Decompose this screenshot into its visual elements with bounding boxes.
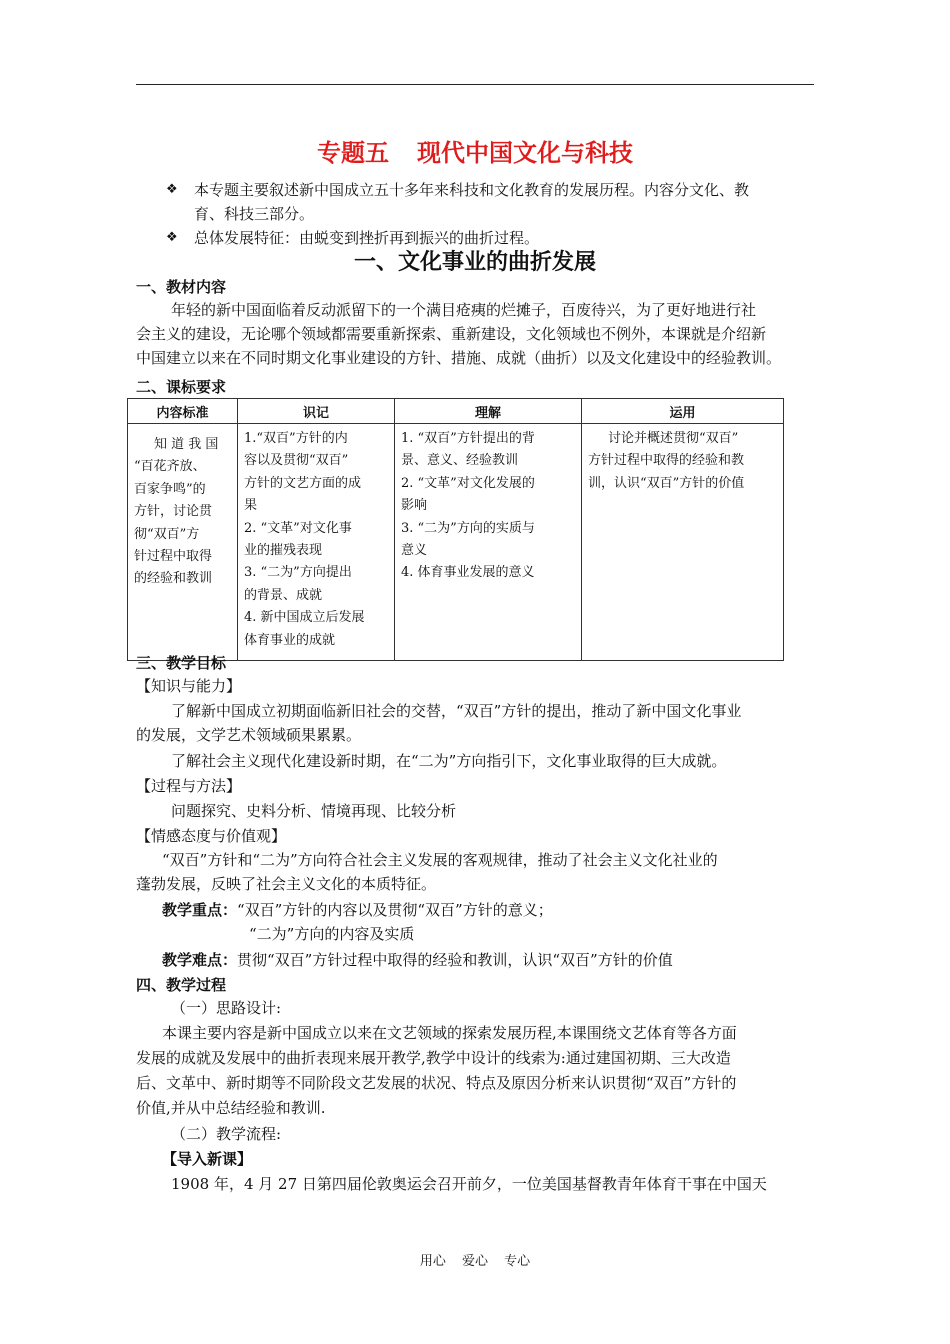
- cell-line: 针过程中取得: [134, 549, 213, 565]
- table-header-cell: 理解: [395, 399, 582, 424]
- key-point-text: “二为”方向的内容及实质: [249, 925, 415, 943]
- table-row: [128, 424, 784, 661]
- table-cell-understand: [395, 424, 582, 661]
- cell-line: 的经验和教训: [134, 571, 213, 587]
- cell-line: 1.“双百”方针的内: [244, 431, 348, 446]
- paragraph-line: 1908 年，4 月 27 日第四届伦敦奥运会召开前夕，一位美国基督教青年体育干事在中国天: [171, 1175, 767, 1193]
- cell-line: 4. 新中国成立后发展: [244, 610, 365, 626]
- title-part-2: 现代中国文化与科技: [417, 138, 633, 167]
- cell-line: 景、意义、经验教训: [401, 453, 519, 469]
- section-heading: 四、教学过程: [136, 976, 227, 994]
- section-heading: 一、教材内容: [136, 278, 227, 296]
- cell-line: 讨论并概述贯彻“双百”: [608, 431, 739, 446]
- paragraph-line: 发展的成就及发展中的曲折表现来展开教学,教学中设计的线索为:通过建国初期、三大改造: [136, 1049, 731, 1067]
- cell-line: 1. “双百”方针提出的背: [401, 431, 535, 446]
- table-cell-memorize: [238, 424, 395, 661]
- table-header-cell: 运用: [582, 399, 784, 424]
- cell-line: 3. “二为”方向提出: [244, 565, 352, 581]
- difficult-point-text: 贯彻“双百”方针过程中取得的经验和教训，认识“双百”方针的价值: [237, 951, 673, 969]
- paragraph-line: 会主义的建设，无论哪个领域都需要重新探索、重新建设，文化领域也不例外，本课就是介绍新: [136, 325, 767, 343]
- diamond-bullet-icon: ❖: [166, 182, 178, 197]
- cell-line: 容以及贯彻“双百”: [244, 453, 349, 469]
- bullet-line: 总体发展特征：由蜕变到挫折再到振兴的曲折过程。: [194, 229, 540, 247]
- cell-line: 百家争鸣”的: [134, 481, 206, 497]
- cell-line: “百花齐放、: [134, 459, 206, 475]
- cell-line: 意义: [401, 543, 428, 559]
- cell-line: 彻“双百”方: [134, 526, 200, 542]
- cell-line: 果: [244, 498, 258, 514]
- table-header-row: [128, 399, 784, 424]
- bullet-line: 育、科技三部分。: [194, 205, 315, 223]
- paragraph-line: 的发展，文学艺术领域硕果累累。: [136, 726, 362, 744]
- page-footer: [0, 1250, 950, 1269]
- subheading-process: 【过程与方法】: [136, 777, 242, 795]
- header-rule: [136, 84, 814, 85]
- cell-line: 的背景、成就: [244, 587, 323, 603]
- subheading-emotion: 【情感态度与价值观】: [136, 827, 287, 845]
- cell-line: 知 道 我 国: [154, 437, 219, 452]
- key-point-label: 教学重点：: [162, 901, 238, 919]
- cell-line: 3. “二为”方向的实质与: [401, 520, 535, 536]
- paragraph-line: “双百”方针和“二为”方向符合社会主义发展的客观规律，推动了社会主义文化社业的: [162, 851, 718, 869]
- title-part-1: 专题五: [317, 138, 389, 167]
- bullet-line: 本专题主要叙述新中国成立五十多年来科技和文化教育的发展历程。内容分文化、教: [194, 181, 750, 199]
- document-title: [0, 133, 950, 168]
- cell-line: 影响: [401, 498, 428, 514]
- section-heading: 二、课标要求: [136, 378, 227, 396]
- difficult-point-line: [162, 948, 673, 972]
- cell-line: 2. “文革”对文化事: [244, 520, 352, 536]
- cell-line: 方针的文艺方面的成: [244, 475, 362, 491]
- paragraph-line: 年轻的新中国面临着反动派留下的一个满目疮痍的烂摊子，百废待兴，为了更好地进行社: [171, 301, 757, 319]
- table-cell-standard: [128, 424, 238, 661]
- key-point-text: “双百”方针的内容以及贯彻“双百”方针的意义；: [237, 901, 553, 919]
- table-header-cell: 识记: [238, 399, 395, 424]
- section-title: 一、文化事业的曲折发展: [353, 249, 596, 275]
- paragraph-line: 蓬勃发展，反映了社会主义文化的本质特征。: [136, 875, 437, 893]
- cell-line: 体育事业的成就: [244, 632, 336, 648]
- paragraph-line: 了解新中国成立初期面临新旧社会的交替，“双百”方针的提出，推动了新中国文化事业: [171, 702, 742, 720]
- difficult-point-label: 教学难点：: [162, 951, 238, 969]
- footer-word: 爱心: [461, 1254, 488, 1269]
- paragraph-line: 价值,并从中总结经验和教训.: [136, 1099, 326, 1117]
- cell-line: 4. 体育事业发展的意义: [401, 565, 535, 581]
- section-heading: 三、教学目标: [136, 654, 227, 672]
- cell-line: 方针，讨论贯: [134, 504, 213, 520]
- subheading-knowledge: 【知识与能力】: [136, 677, 242, 695]
- subheading: （一）思路设计:: [171, 999, 282, 1017]
- cell-line: 方针过程中取得的经验和教: [588, 453, 745, 469]
- curriculum-table: [127, 398, 784, 661]
- footer-word: 用心: [419, 1254, 446, 1269]
- cell-line: 2. “文革”对文化发展的: [401, 475, 535, 491]
- paragraph-line: 问题探究、史料分析、情境再现、比较分析: [171, 802, 457, 820]
- table-cell-apply: [582, 424, 784, 661]
- subheading-intro: 【导入新课】: [162, 1150, 253, 1168]
- cell-line: 训，认识“双百”方针的价值: [588, 475, 745, 491]
- diamond-bullet-icon: ❖: [166, 230, 178, 245]
- paragraph-line: 中国建立以来在不同时期文化事业建设的方针、措施、成就（曲折）以及文化建设中的经验教训。: [136, 349, 782, 367]
- table-header-cell: 内容标准: [128, 399, 238, 424]
- footer-word: 专心: [504, 1254, 531, 1269]
- paragraph-line: 后、文革中、新时期等不同阶段文艺发展的状况、特点及原因分析来认识贯彻“双百”方针的: [136, 1074, 737, 1092]
- cell-line: 业的摧残表现: [244, 543, 323, 559]
- subheading: （二）教学流程:: [171, 1125, 282, 1143]
- key-point-line: [162, 898, 553, 922]
- paragraph-line: 了解社会主义现代化建设新时期，在“二为”方向指引下，文化事业取得的巨大成就。: [171, 752, 727, 770]
- paragraph-line: 本课主要内容是新中国成立以来在文艺领域的探索发展历程,本课围绕文艺体育等各方面: [162, 1024, 737, 1042]
